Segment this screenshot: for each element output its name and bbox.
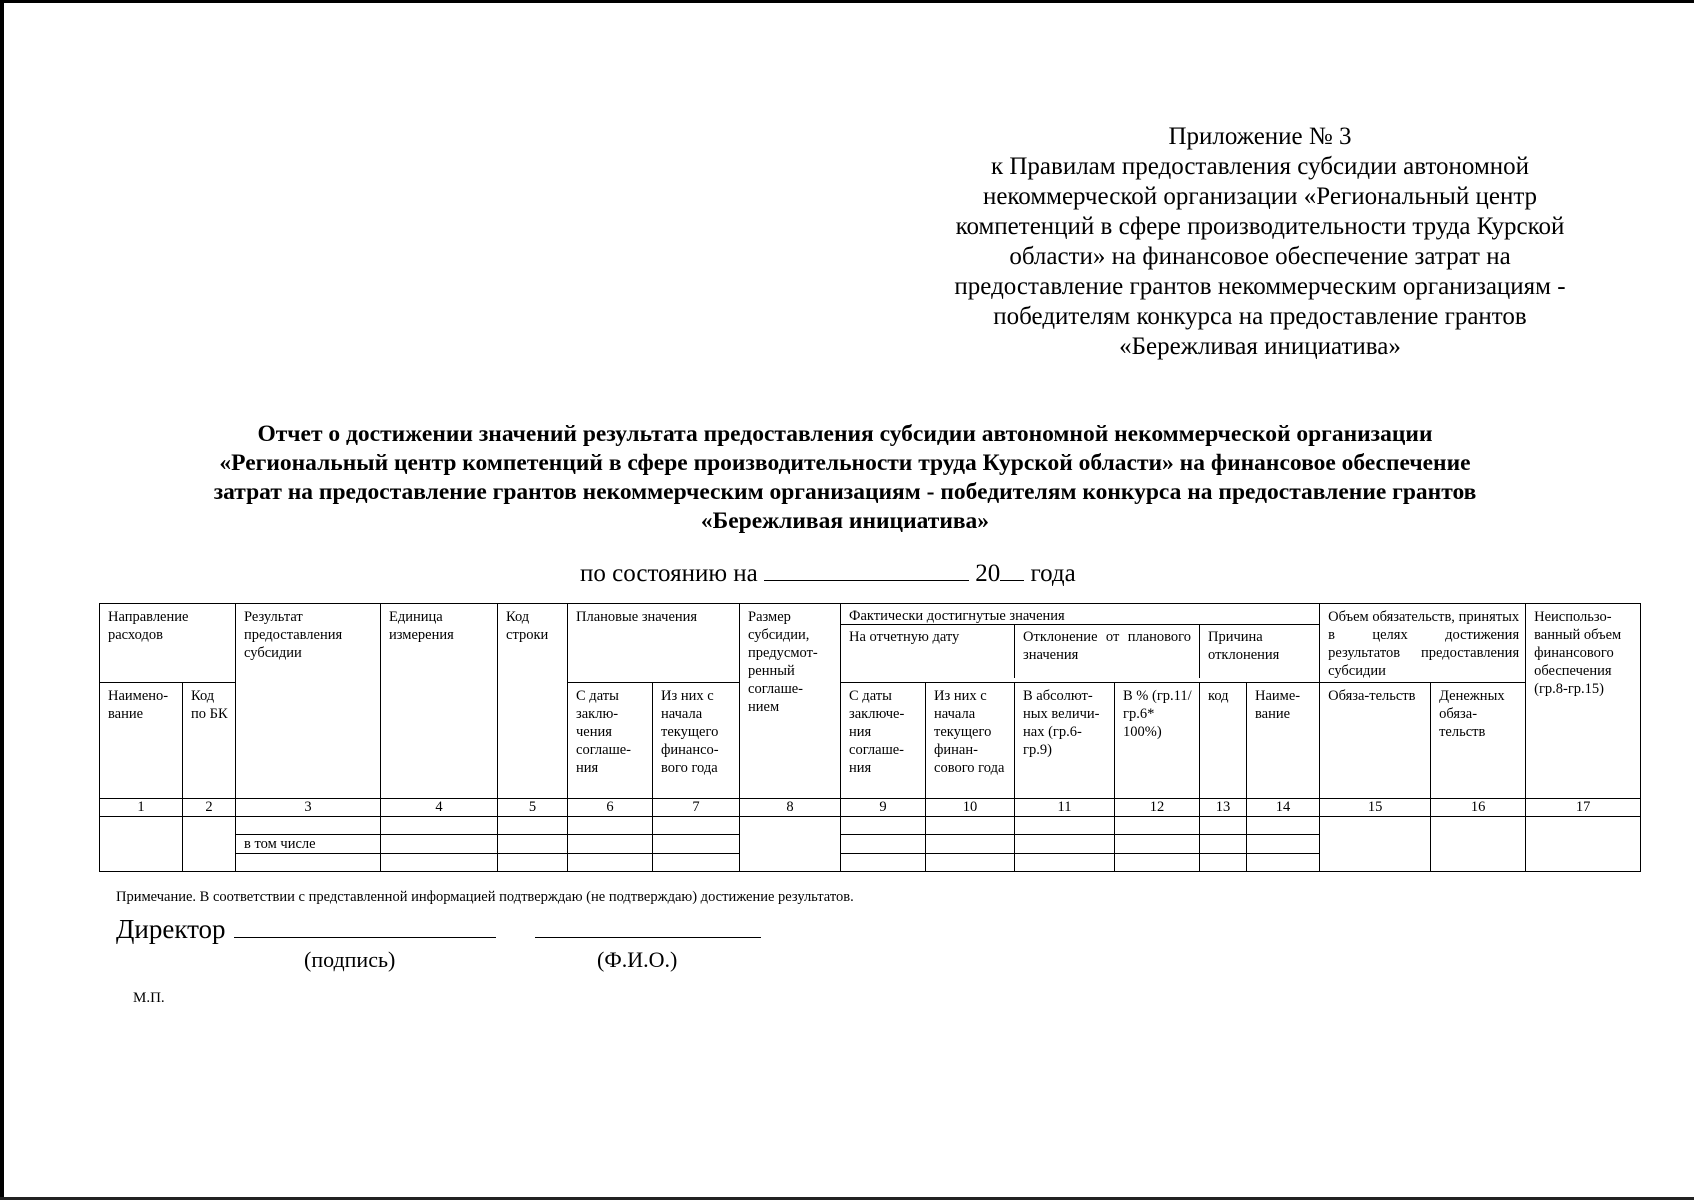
- cell-dev-percent[interactable]: [1115, 835, 1200, 854]
- header-obligations-col: Обяза-тельств: [1320, 683, 1431, 799]
- cell-reason-name[interactable]: [1247, 854, 1320, 872]
- appendix-line: Приложение № 3: [1168, 123, 1352, 150]
- column-number: 6: [568, 799, 653, 817]
- page-border-left: [0, 0, 4, 1200]
- cell-direction-name[interactable]: [100, 817, 183, 872]
- footnote: Примечание. В соответствии с представленной информацией подтверждаю (не подтверждаю) достижение результатов.: [116, 889, 854, 905]
- actual-title: Фактически достигнутые значения: [841, 604, 1319, 625]
- cell-reason-code[interactable]: [1200, 835, 1247, 854]
- cell-result[interactable]: [236, 817, 381, 835]
- column-number: 2: [183, 799, 236, 817]
- header-actual-from-year: Из них с начала текущего финан-сового года: [926, 683, 1015, 799]
- column-number: 17: [1526, 799, 1641, 817]
- header-row-1: [100, 604, 1641, 683]
- seal-label: М.П.: [133, 990, 165, 1006]
- title-line: Отчет о достижении значений результата предоставления субсидии автономной некоммерческой организации: [257, 421, 1433, 447]
- column-number: 15: [1320, 799, 1431, 817]
- cell-obligations[interactable]: [1320, 817, 1431, 872]
- header-reason-code: код: [1200, 683, 1247, 799]
- column-number: 12: [1115, 799, 1200, 817]
- header-planned-from-year: Из них с начала текущего финансо-вого года: [653, 683, 740, 799]
- header-unit: Единица измерения: [381, 604, 498, 799]
- report-date-line: [580, 560, 1076, 588]
- cell-unit[interactable]: [381, 854, 498, 872]
- appendix-line: «Бережливая инициатива»: [1119, 333, 1401, 360]
- cell-actual-from-date[interactable]: [841, 817, 926, 835]
- header-planned-from-date: С даты заклю-чения соглаше-ния: [568, 683, 653, 799]
- header-on-report-date: На отчетную дату: [841, 625, 1015, 678]
- cell-code[interactable]: [498, 817, 568, 835]
- column-number: 11: [1015, 799, 1115, 817]
- cell-dev-absolute[interactable]: [1015, 854, 1115, 872]
- cell-reason-code[interactable]: [1200, 817, 1247, 835]
- year-suffix: года: [1030, 560, 1076, 587]
- report-table: [99, 603, 1641, 872]
- year-prefix: 20: [975, 560, 1001, 587]
- appendix-line: области» на финансовое обеспечение затрат на: [1009, 243, 1511, 270]
- cell-reason-name[interactable]: [1247, 817, 1320, 835]
- header-actual: [841, 604, 1320, 683]
- title-line: затрат на предоставление грантов некоммерческим организациям - победителям конкурса на предоставление грантов: [213, 479, 1477, 505]
- year-blank-field[interactable]: [1000, 560, 1024, 581]
- header-reason-name: Наиме-вание: [1247, 683, 1320, 799]
- header-money-obligations: Денежных обяза-тельств: [1431, 683, 1526, 799]
- cell-reason-code[interactable]: [1200, 854, 1247, 872]
- column-number: 5: [498, 799, 568, 817]
- header-deviation: Отклонение от планового значения: [1015, 625, 1200, 678]
- header-name: Наимено-вание: [100, 683, 183, 799]
- cell-actual-from-date[interactable]: [841, 854, 926, 872]
- title-line: «Региональный центр компетенций в сфере производительности труда Курской области» на финансовое обеспечение: [219, 450, 1471, 476]
- header-planned: Плановые значения: [568, 604, 740, 683]
- director-label: Директор: [116, 914, 226, 944]
- appendix-line: некоммерческой организации «Региональный центр: [982, 183, 1538, 210]
- cell-code[interactable]: [498, 835, 568, 854]
- fio-caption: (Ф.И.О.): [597, 947, 678, 972]
- appendix-line: компетенций в сфере производительности труда Курской: [955, 213, 1565, 240]
- column-number: 3: [236, 799, 381, 817]
- cell-planned-from-date[interactable]: [568, 817, 653, 835]
- cell-actual-from-year[interactable]: [926, 817, 1015, 835]
- column-number: 9: [841, 799, 926, 817]
- cell-unit[interactable]: [381, 835, 498, 854]
- cell-actual-from-year[interactable]: [926, 854, 1015, 872]
- cell-dev-percent[interactable]: [1115, 817, 1200, 835]
- date-blank-field[interactable]: [764, 560, 969, 581]
- appendix-line: к Правилам предоставления субсидии автономной: [990, 153, 1530, 180]
- report-title: [100, 420, 1590, 536]
- column-number: 4: [381, 799, 498, 817]
- cell-actual-from-date[interactable]: [841, 835, 926, 854]
- cell-actual-from-year[interactable]: [926, 835, 1015, 854]
- header-result: Результат предоставления субсидии: [236, 604, 381, 799]
- cell-including: в том числе: [236, 835, 381, 854]
- cell-money-obligations[interactable]: [1431, 817, 1526, 872]
- cell-planned-from-year[interactable]: [653, 854, 740, 872]
- cell-planned-from-date[interactable]: [568, 835, 653, 854]
- header-subsidy-size: Размер субсидии, предусмот-ренный соглаше-нием: [740, 604, 841, 799]
- column-number-row: [100, 799, 1641, 817]
- cell-unused[interactable]: [1526, 817, 1641, 872]
- appendix-block: [880, 122, 1640, 362]
- cell-result[interactable]: [236, 854, 381, 872]
- column-number: 7: [653, 799, 740, 817]
- cell-dev-percent[interactable]: [1115, 854, 1200, 872]
- header-direction: Направление расходов: [100, 604, 236, 683]
- cell-subsidy-size[interactable]: [740, 817, 841, 872]
- signature-line[interactable]: [234, 937, 496, 938]
- name-line[interactable]: [535, 937, 761, 938]
- column-number: 8: [740, 799, 841, 817]
- table-row: [100, 817, 1641, 835]
- column-number: 14: [1247, 799, 1320, 817]
- header-code-bk: Код по БК: [183, 683, 236, 799]
- header-actual-from-date: С даты заключе-ния соглаше-ния: [841, 683, 926, 799]
- cell-reason-name[interactable]: [1247, 835, 1320, 854]
- header-dev-percent: В % (гр.11/гр.6* 100%): [1115, 683, 1200, 799]
- cell-planned-from-date[interactable]: [568, 854, 653, 872]
- column-number: 10: [926, 799, 1015, 817]
- cell-code[interactable]: [498, 854, 568, 872]
- header-obligations: Объем обязательств, принятых в целях достижения результатов предоставления субсидии: [1320, 604, 1526, 683]
- cell-dev-absolute[interactable]: [1015, 817, 1115, 835]
- appendix-line: победителям конкурса на предоставление грантов: [993, 303, 1527, 330]
- cell-unit[interactable]: [381, 817, 498, 835]
- cell-code-bk[interactable]: [183, 817, 236, 872]
- header-code: Код строки: [498, 604, 568, 799]
- header-reason: Причина отклонения: [1208, 629, 1280, 663]
- header-dev-absolute: В абсолют-ных величи-нах (гр.6-гр.9): [1015, 683, 1115, 799]
- column-number: 13: [1200, 799, 1247, 817]
- cell-dev-absolute[interactable]: [1015, 835, 1115, 854]
- title-line: «Бережливая инициатива»: [700, 508, 990, 534]
- column-number: 1: [100, 799, 183, 817]
- appendix-line: предоставление грантов некоммерческим организациям -: [954, 273, 1566, 300]
- cell-planned-from-year[interactable]: [653, 835, 740, 854]
- page-border-top: [0, 0, 1694, 3]
- header-unused: Неиспользо-ванный объем финансового обеспечения (гр.8-гр.15): [1526, 604, 1641, 799]
- date-prefix: по состоянию на: [580, 560, 758, 587]
- column-number: 16: [1431, 799, 1526, 817]
- signature-caption: (подпись): [304, 947, 396, 972]
- cell-planned-from-year[interactable]: [653, 817, 740, 835]
- actual-subheaders: [841, 625, 1319, 678]
